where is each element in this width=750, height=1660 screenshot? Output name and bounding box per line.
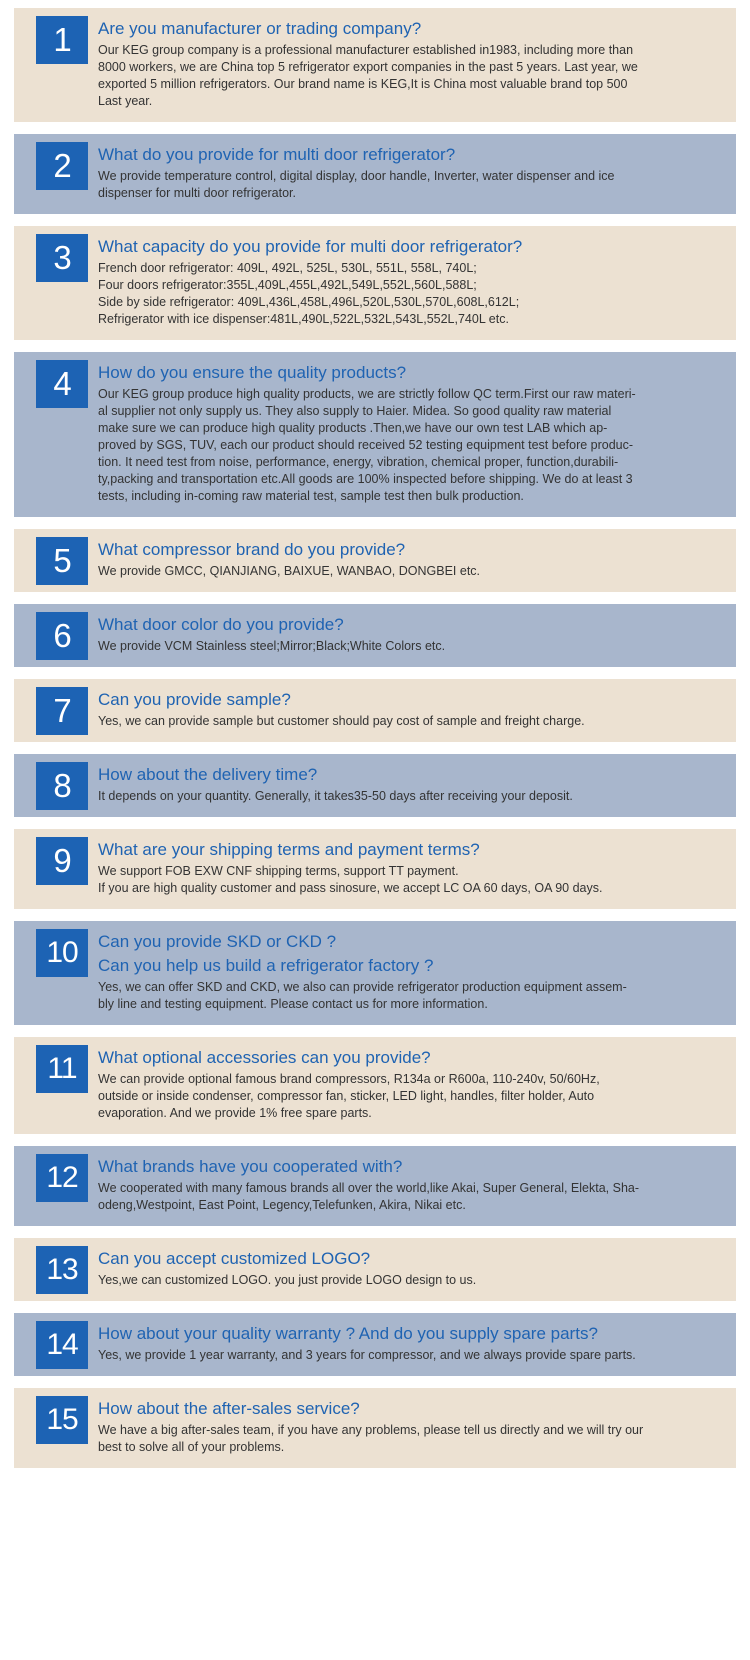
faq-question: Can you accept customized LOGO? xyxy=(98,1249,371,1268)
faq-answer-line: proved by SGS, TUV, each our product should received 52 testing equipment test before produc- xyxy=(98,438,634,452)
faq-answer-line: exported 5 million refrigerators. Our brand name is KEG,It is China most valuable brand top 500 xyxy=(98,77,628,91)
faq-answer xyxy=(98,168,722,202)
faq-item xyxy=(14,604,736,667)
faq-answer xyxy=(98,638,722,655)
faq-answer-line: Our KEG group company is a professional manufacturer established in1983, including more than xyxy=(98,43,634,57)
faq-question: What do you provide for multi door refrigerator? xyxy=(98,145,456,164)
faq-answer-line: odeng,Westpoint, East Point, Legency,Telefunken, Akira, Nikai etc. xyxy=(98,1198,466,1212)
faq-item xyxy=(14,921,736,1025)
faq-question-secondary: Can you help us build a refrigerator factory ? xyxy=(98,956,434,975)
faq-item xyxy=(14,8,736,122)
faq-answer-line: evaporation. And we provide 1% free spare parts. xyxy=(98,1106,372,1120)
faq-question: What brands have you cooperated with? xyxy=(98,1157,403,1176)
faq-answer xyxy=(98,42,722,110)
faq-number-badge: 15 xyxy=(36,1396,88,1444)
faq-item xyxy=(14,1146,736,1226)
faq-answer xyxy=(98,979,722,1013)
faq-item xyxy=(14,1388,736,1468)
faq-question: What are your shipping terms and payment terms? xyxy=(98,840,480,859)
faq-answer-line: We provide temperature control, digital display, door handle, Inverter, water dispenser and ice xyxy=(98,169,615,183)
faq-answer-line: Our KEG group produce high quality products, we are strictly follow QC term.First our raw materi- xyxy=(98,387,636,401)
faq-answer-line: Yes,we can customized LOGO. you just provide LOGO design to us. xyxy=(98,1273,477,1287)
faq-answer-line: bly line and testing equipment. Please contact us for more information. xyxy=(98,997,488,1011)
faq-item xyxy=(14,1037,736,1134)
faq-answer xyxy=(98,1272,722,1289)
faq-answer-line: Last year. xyxy=(98,94,153,108)
faq-number-badge: 3 xyxy=(36,234,88,282)
faq-answer-line: outside or inside condenser, compressor fan, sticker, LED light, handles, filter holder, Auto xyxy=(98,1089,595,1103)
faq-answer xyxy=(98,386,722,505)
faq-answer-line: We can provide optional famous brand compressors, R134a or R600a, 110-240v, 50/60Hz, xyxy=(98,1072,600,1086)
faq-number-badge: 12 xyxy=(36,1154,88,1202)
faq-question: What door color do you provide? xyxy=(98,615,344,634)
faq-item xyxy=(14,829,736,909)
faq-number-badge: 5 xyxy=(36,537,88,585)
faq-number-badge: 6 xyxy=(36,612,88,660)
faq-question: Can you provide SKD or CKD ? xyxy=(98,932,337,951)
faq-answer-line: dispenser for multi door refrigerator. xyxy=(98,186,297,200)
faq-number-badge: 8 xyxy=(36,762,88,810)
faq-answer-line: Yes, we can provide sample but customer should pay cost of sample and freight charge. xyxy=(98,714,585,728)
faq-answer xyxy=(98,1347,722,1364)
faq-answer-line: We provide GMCC, QIANJIANG, BAIXUE, WANBAO, DONGBEI etc. xyxy=(98,564,481,578)
faq-answer-line: ty,packing and transportation etc.All goods are 100% inspected before shipping. We do at least 3 xyxy=(98,472,633,486)
faq-answer-line: Yes, we provide 1 year warranty, and 3 years for compressor, and we always provide spare parts. xyxy=(98,1348,636,1362)
faq-answer-line: 8000 workers, we are China top 5 refrigerator export companies in the past 5 years. Last year, we xyxy=(98,60,638,74)
faq-number-badge: 4 xyxy=(36,360,88,408)
faq-answer xyxy=(98,863,722,897)
faq-number-badge: 14 xyxy=(36,1321,88,1369)
faq-answer xyxy=(98,563,722,580)
faq-answer-line: Refrigerator with ice dispenser:481L,490L,522L,532L,543L,552L,740L etc. xyxy=(98,312,509,326)
faq-number-badge: 7 xyxy=(36,687,88,735)
faq-answer xyxy=(98,788,722,805)
faq-answer-line: make sure we can produce high quality products .Then,we have our own test LAB which ap- xyxy=(98,421,608,435)
faq-item xyxy=(14,1238,736,1301)
faq-answer-line: We cooperated with many famous brands all over the world,like Akai, Super General, Elekta, Sha- xyxy=(98,1181,640,1195)
faq-answer-line: best to solve all of your problems. xyxy=(98,1440,285,1454)
faq-item xyxy=(14,679,736,742)
faq-number-badge: 1 xyxy=(36,16,88,64)
faq-answer-line: Side by side refrigerator: 409L,436L,458L,496L,520L,530L,570L,608L,612L; xyxy=(98,295,520,309)
faq-answer xyxy=(98,1180,722,1214)
faq-question: Can you provide sample? xyxy=(98,690,291,709)
faq-number-badge: 9 xyxy=(36,837,88,885)
faq-number-badge: 2 xyxy=(36,142,88,190)
faq-answer-line: al supplier not only supply us. They also supply to Haier. Midea. So good quality raw material xyxy=(98,404,612,418)
faq-question: Are you manufacturer or trading company? xyxy=(98,19,422,38)
faq-item xyxy=(14,226,736,340)
faq-item xyxy=(14,352,736,517)
faq-question: How about the after-sales service? xyxy=(98,1399,360,1418)
faq-answer-line: We support FOB EXW CNF shipping terms, support TT payment. xyxy=(98,864,459,878)
faq-answer-line: tion. It need test from noise, performance, energy, vibration, chemical proper, function,durabili- xyxy=(98,455,619,469)
faq-answer-line: Four doors refrigerator:355L,409L,455L,492L,549L,552L,560L,588L; xyxy=(98,278,477,292)
faq-item xyxy=(14,1313,736,1376)
faq-question: What capacity do you provide for multi door refrigerator? xyxy=(98,237,523,256)
faq-question: What compressor brand do you provide? xyxy=(98,540,406,559)
faq-item xyxy=(14,134,736,214)
faq-answer xyxy=(98,713,722,730)
faq-answer-line: If you are high quality customer and pass sinosure, we accept LC OA 60 days, OA 90 days. xyxy=(98,881,603,895)
faq-number-badge: 13 xyxy=(36,1246,88,1294)
faq-question: What optional accessories can you provide? xyxy=(98,1048,431,1067)
faq-item xyxy=(14,529,736,592)
faq-item xyxy=(14,754,736,817)
faq-answer xyxy=(98,1071,722,1122)
faq-number-badge: 10 xyxy=(36,929,88,977)
faq-number-badge: 11 xyxy=(36,1045,88,1093)
faq-answer-line: Yes, we can offer SKD and CKD, we also can provide refrigerator production equipment assem- xyxy=(98,980,627,994)
faq-question: How about the delivery time? xyxy=(98,765,318,784)
faq-answer-line: We have a big after-sales team, if you have any problems, please tell us directly and we will try our xyxy=(98,1423,644,1437)
faq-answer-line: tests, including in-coming raw material test, sample test then bulk production. xyxy=(98,489,524,503)
faq-answer xyxy=(98,1422,722,1456)
faq-answer-line: It depends on your quantity. Generally, it takes35-50 days after receiving your deposit. xyxy=(98,789,573,803)
faq-answer xyxy=(98,260,722,328)
faq-answer-line: We provide VCM Stainless steel;Mirror;Black;White Colors etc. xyxy=(98,639,446,653)
faq-question: How do you ensure the quality products? xyxy=(98,363,407,382)
faq-answer-line: French door refrigerator: 409L, 492L, 525L, 530L, 551L, 558L, 740L; xyxy=(98,261,477,275)
faq-question: How about your quality warranty ? And do you supply spare parts? xyxy=(98,1324,598,1343)
